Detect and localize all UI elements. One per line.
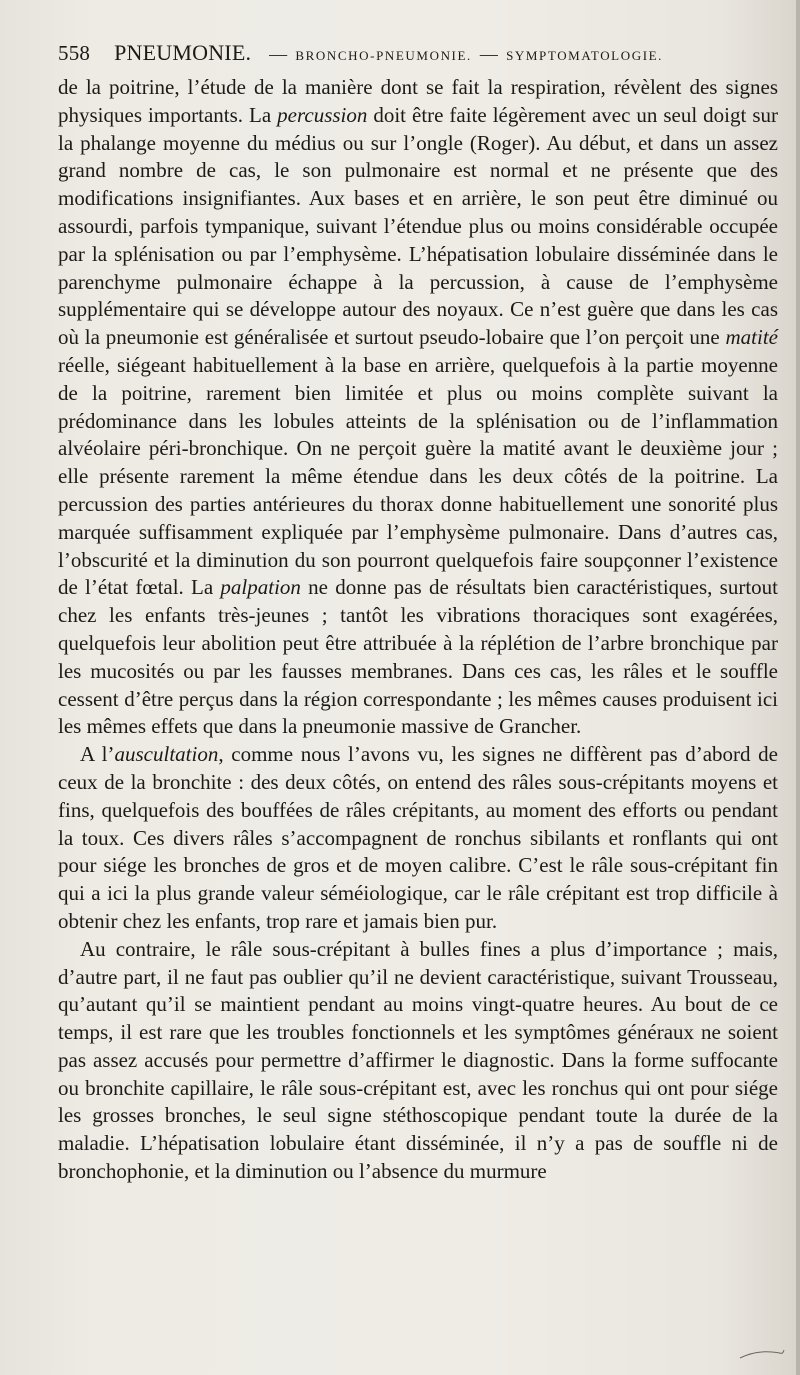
paragraph — [58, 74, 778, 741]
text-run: réelle, siégeant habituellement à la base en arrière, quelquefois à la partie moyenne de la poitrine, rarement bien limitée et plus ou moins complète suivant la prédominance dans les lobules atteints de la splénisation ou de l’inflammation alvéolaire péri-bronchique. On ne perçoit guère la matité avant le deuxième jour ; elle présente rarement la même étendue dans les deux côtés de la poitrine. La percussion des parties antérieures du thorax donne habituellement une sonorité plus marquée suffisamment expliquée par l’emphysème pulmonaire. Dans d’autres cas, l’obscurité et la diminution du son pourront quelquefois faire soupçonner l’existence de l’état fœtal. La — [58, 352, 778, 600]
page-edge — [796, 0, 800, 1375]
header-dash: — — [479, 44, 499, 64]
italic-term: percussion — [277, 102, 368, 127]
text-run: A l’ — [80, 742, 115, 767]
header-main-title: PNEUMONIE. — [114, 40, 252, 65]
text-run: , comme nous l’avons vu, les signes ne diffèrent pas d’abord de ceux de la bronchite : des deux côtés, on entend des râles sous-crépitants moyens et fins, quelquefois des bouffées de râles crépitants, au moment des efforts ou pendant la toux. Ces divers râles s’accompagnent de ronchus sibilants et ronflants qui ont pour siége les bronches de gros et de moyen calibre. C’est le râle sous-crépitant fin qui a ici la plus grande valeur séméiologique, car le râle crépitant est trop difficile à obtenir chez les enfants, trop rare et jamais bien pur. — [58, 742, 779, 933]
paragraph — [58, 741, 778, 936]
text-run: de la poitrine, l’étude de la manière dont se fait la respiration, révèlent des signes physiques importants. La — [58, 75, 778, 127]
header-dash: — — [269, 44, 288, 64]
header-subsection-title: SYMPTOMATOLOGIE. — [506, 48, 664, 63]
italic-term: matité — [725, 325, 778, 350]
pencil-mark-icon — [738, 1347, 786, 1361]
body-text — [58, 74, 778, 1186]
running-header — [58, 40, 778, 74]
text-run: Au contraire, le râle sous-crépitant à bulles fines a plus d’importance ; mais, d’autre part, il ne faut pas oublier qu’il ne devient caractéristique, suivant Trousseau, qu’autant qu’il se maintient pendant au moins vingt-quatre heures. Au bout de ce temps, il est rare que les troubles fonctionnels et les symptômes généraux ne soient pas assez accusés pour permettre d’affirmer le diagnostic. Dans la forme suffocante ou bronchite capillaire, le râle sous-crépitant est, avec les ronchus qui ont pour siége les grosses bronches, le seul signe stéthoscopique pendant toute la durée de la maladie. L’hépatisation lobulaire étant disséminée, il n’y a pas de souffle ni de bronchophonie, et la diminution ou l’absence du murmure — [58, 936, 778, 1184]
page-number: 558 — [58, 41, 91, 65]
italic-term: palpation — [220, 575, 301, 600]
paragraph — [58, 936, 778, 1186]
italic-term: auscultation — [114, 742, 219, 767]
header-section-title: BRONCHO-PNEUMONIE. — [295, 48, 472, 63]
text-run: doit être faite légèrement avec un seul doigt sur la phalange moyenne du médius ou sur l’ongle (Roger). Au début, et dans un assez grand nombre de cas, le son pulmonaire est normal et ne présente que des modifications insignifiantes. Aux bases et en arrière, le son peut être diminué ou assourdi, parfois tympanique, suivant l’étendue plus ou moins considérable occupée par la splénisation ou par l’emphysème. L’hépatisation lobulaire disséminée dans le parenchyme pulmonaire échappe à la percussion, à cause de l’emphysème supplémentaire qui se développe autour des noyaux. Ce n’est guère que dans les cas où la pneumonie est généralisée et surtout pseudo-lobaire que l’on perçoit une — [58, 102, 778, 350]
text-run: ne donne pas de résultats bien caractéristiques, surtout chez les enfants très-jeunes ; tantôt les vibrations thoraciques sont exagérées, quelquefois leur abolition peut être attribuée à la réplétion de l’arbre bronchique par les mucosités ou par les fausses membranes. Dans ces cas, les râles et le souffle cessent d’être perçus dans la région correspondante ; les mêmes causes produisent ici les mêmes effets que dans la pneumonie massive de Grancher. — [58, 575, 778, 739]
